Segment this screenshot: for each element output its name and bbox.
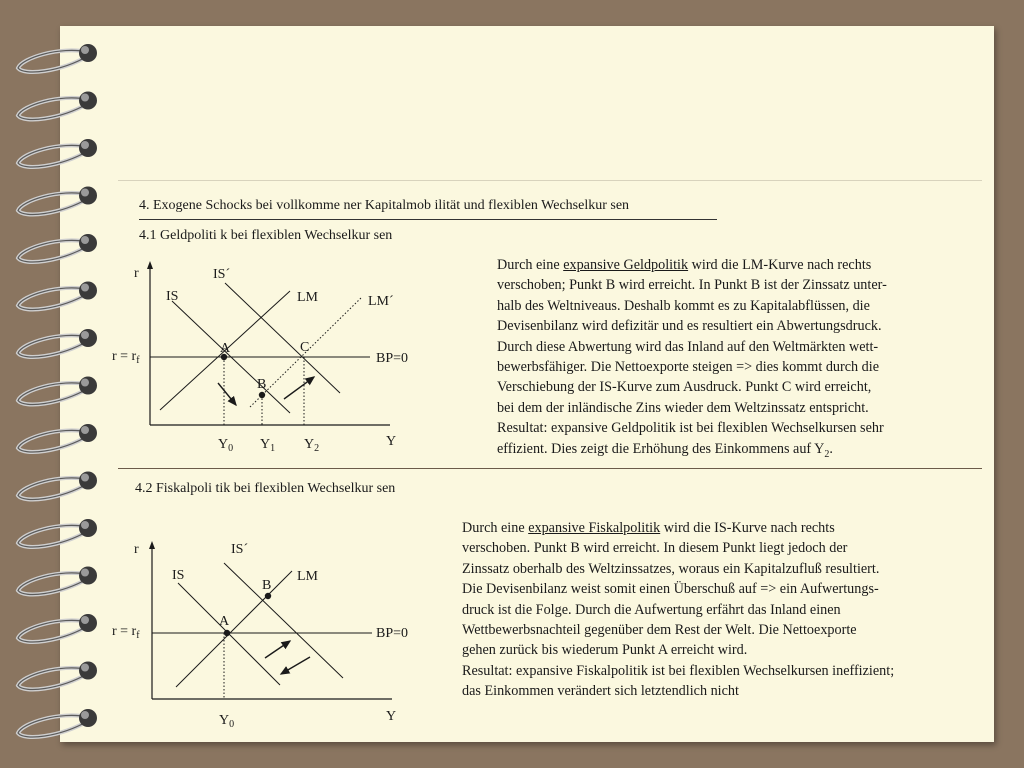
y-axis-label: Y xyxy=(386,709,397,724)
arrow-appreciation-left xyxy=(281,657,310,674)
spiral-ring xyxy=(18,187,97,215)
r-axis-arrow xyxy=(147,261,153,269)
section1-heading: 4.1 Geldpoliti k bei flexiblen Wechselkur sen xyxy=(139,228,393,243)
arrow-a-to-b xyxy=(218,383,236,405)
rate-label: $r = r_f$ xyxy=(112,349,140,366)
point-a-label: A xyxy=(220,341,231,356)
section2-heading: 4.2 Fiskalpoli tik bei flexiblen Wechselkur sen xyxy=(135,481,396,496)
y0-label: $Y_0$ xyxy=(219,713,235,730)
spiral-ring xyxy=(18,139,97,167)
y2-label: $Y_2$ xyxy=(304,437,320,454)
diagram-monetary-policy xyxy=(100,255,430,460)
spiral-ring xyxy=(18,567,97,595)
spiral-ring xyxy=(18,472,97,500)
point-b-marker xyxy=(265,593,271,599)
lm-curve xyxy=(176,571,292,687)
r-axis-label: r xyxy=(134,542,139,557)
section1-explanation: Durch eine expansive Geldpolitik wird die LM-Kurve nach rechts verschoben; Punkt B wird erreicht. In Punkt B ist der Zinssatz unter- halb des Weltniveaus. Deshalb kommt es zu Kapitalabflüssen, die Devisenbilanz wird defizitär und es resultiert ein Abwertungsdruck. Durch diese Abwertung wird das Inland auf den Weltmärkten wett- bewerbsfähiger. Die Nettoexporte steigen => dies kommt durch die Verschiebung der IS-Kurve zum Ausdruck. Punkt C wird erreicht, bei dem der inländische Zins wieder dem Weltzinssatz entspricht. Resultat: expansive Geldpolitik ist bei flexiblen Wechselkursen sehr effizient. Dies zeigt die Erhöhung des Einkommens auf $Y_2$. xyxy=(497,257,887,460)
title-underline xyxy=(139,219,717,220)
spiral-ring xyxy=(18,662,97,690)
point-a-marker xyxy=(224,630,230,636)
lm-shift-label: LM´ xyxy=(368,294,394,309)
point-b-marker xyxy=(259,392,265,398)
point-a-label: A xyxy=(219,614,230,629)
spiral-ring xyxy=(18,92,97,120)
arrow-b-to-c xyxy=(284,377,314,399)
spiral-ring xyxy=(18,234,97,262)
spiral-ring xyxy=(18,44,97,72)
arrow-appreciation-right xyxy=(265,641,290,658)
spiral-ring xyxy=(18,709,97,737)
lm-label: LM xyxy=(297,569,318,584)
point-c-label: C xyxy=(300,340,310,355)
is-label: IS xyxy=(166,289,179,304)
spiral-ring xyxy=(18,424,97,452)
is-label: IS xyxy=(172,568,185,583)
point-b-label: B xyxy=(262,578,272,593)
lm-label: LM xyxy=(297,290,318,305)
spiral-ring xyxy=(18,614,97,642)
is-shift-label: IS´ xyxy=(213,267,231,282)
y-axis-label: Y xyxy=(386,434,397,449)
r-axis-label: r xyxy=(134,266,139,281)
page-title: 4. Exogene Schocks bei vollkomme ner Kapitalmob ilität und flexiblen Wechselkur sen xyxy=(139,198,630,213)
is-shift-label: IS´ xyxy=(231,542,249,557)
link-expansive-fiskalpolitik: expansive Fiskalpolitik xyxy=(528,520,661,536)
spiral-ring xyxy=(18,377,97,405)
top-divider xyxy=(118,180,982,181)
diagram-fiscal-policy xyxy=(100,535,430,735)
bp-label: BP=0 xyxy=(376,351,409,366)
spiral-ring xyxy=(18,519,97,547)
r-axis-arrow xyxy=(149,541,155,549)
point-b-label: B xyxy=(257,377,267,392)
is-shift-curve xyxy=(225,283,340,393)
section-divider xyxy=(118,468,982,469)
link-expansive-geldpolitik: expansive Geldpolitik xyxy=(563,257,689,273)
spiral-ring xyxy=(18,282,97,310)
section2-explanation: Durch eine expansive Fiskalpolitik wird die IS-Kurve nach rechts verschoben. Punkt B wird erreicht. In diesem Punkt liegt jedoch der Zinssatz oberhalb des Weltzinssatzes, woraus ein Kapitalzufluß resultiert. Die Devisenbilanz weist somit einen Überschuß auf => ein Aufwertungs- druck ist die Folge. Durch die Aufwertung erfährt das Inland einen Wettbewerbsnachteil gegenüber dem Rest der Welt. Die Nettoexporte gehen zurück bis wiederum Punkt A erreicht wird. Resultat: expansive Fiskalpolitik ist bei flexiblen Wechselkursen ineffizient; das Einkommen verändert sich letztendlich nicht xyxy=(462,520,895,700)
rate-label: $r = r_f$ xyxy=(112,624,140,641)
y0-label: $Y_0$ xyxy=(218,437,234,454)
spiral-ring xyxy=(18,329,97,357)
y1-label: $Y_1$ xyxy=(260,437,276,454)
bp-label: BP=0 xyxy=(376,626,409,641)
